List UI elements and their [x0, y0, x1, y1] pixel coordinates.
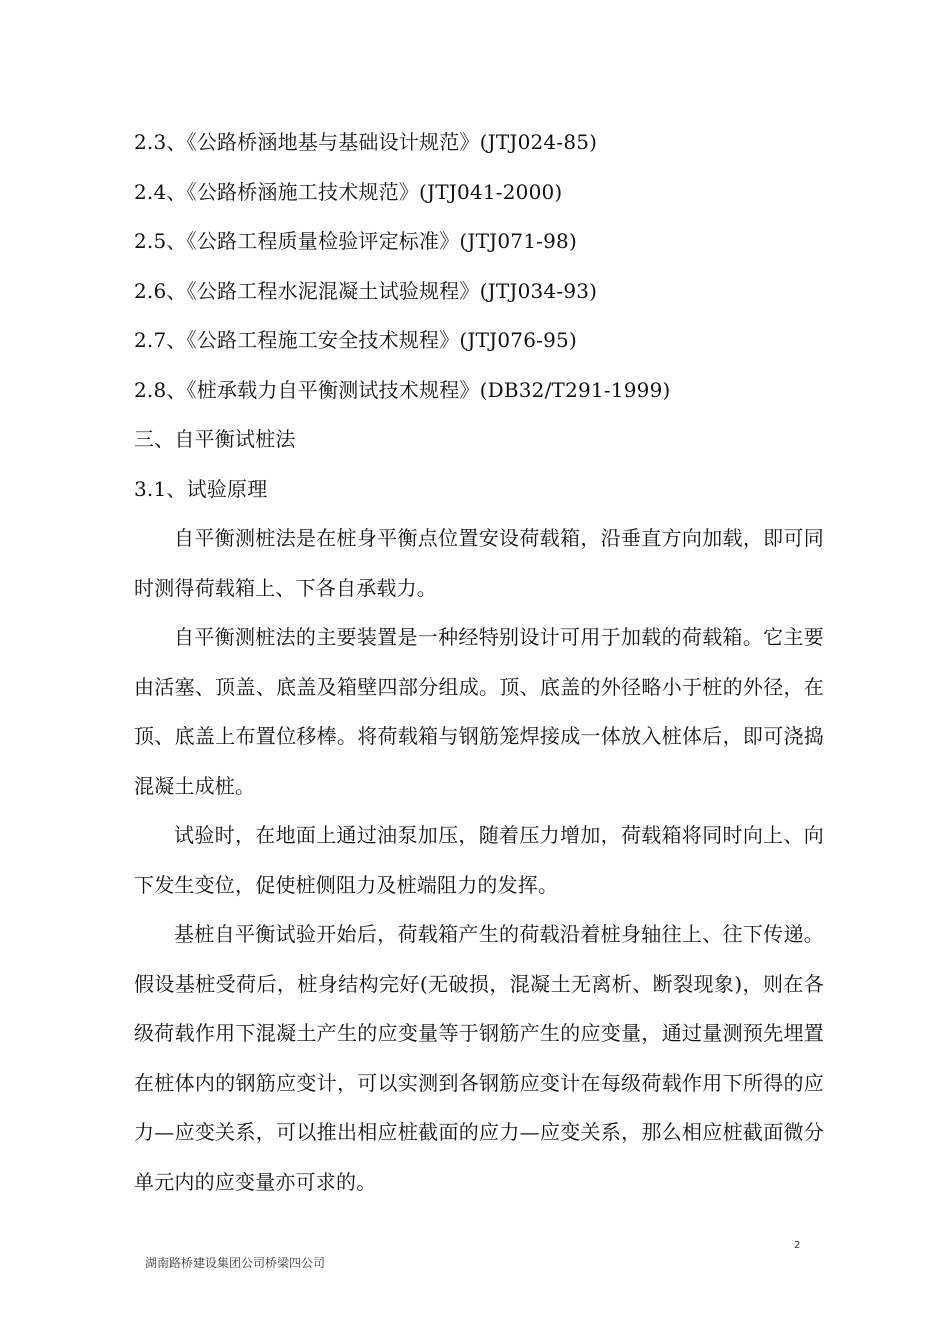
- body-paragraph: 试验时，在地面上通过油泵加压，随着压力增加，荷载箱将同时向上、向下发生变位，促使桩侧阻力及桩端阻力的发挥。: [134, 823, 824, 897]
- reference-item: 2.6、《公路工程水泥混凝土试验规程》(JTJ034-93): [134, 278, 598, 303]
- reference-item: 2.3、《公路桥涵地基与基础设计规范》(JTJ024-85): [134, 130, 598, 154]
- reference-item: 2.7、《公路工程施工安全技术规程》(JTJ076-95): [134, 328, 577, 352]
- body-paragraph: 自平衡测桩法的主要装置是一种经特别设计可用于加载的荷载箱。它主要由活塞、顶盖、底盖及箱壁四部分组成。顶、底盖的外径略小于桩的外径，在顶、底盖上布置位移棒。将荷载箱与钢筋笼焊接成一体放入桩体后，即可浇捣混凝土成桩。: [134, 625, 824, 798]
- body-paragraph: 基桩自平衡试验开始后，荷载箱产生的荷载沿着桩身轴往上、往下传递。假设基桩受荷后，桩身结构完好(无破损，混凝土无离析、断裂现象)，则在各级荷载作用下混凝土产生的应变量等于钢筋产生的应变量，通过量测预先埋置在桩体内的钢筋应变计，可以实测到各钢筋应变计在每级荷载作用下所得的应力—应变关系，可以推出相应桩截面的应力—应变关系，那么相应桩截面微分单元内的应变量亦可求的。: [134, 922, 824, 1194]
- body-paragraph: 自平衡测桩法是在桩身平衡点位置安设荷载箱，沿垂直方向加载，即可同时测得荷载箱上、下各自承载力。: [134, 526, 824, 600]
- reference-item: 2.5、《公路工程质量检验评定标准》(JTJ071-98): [134, 229, 577, 253]
- reference-item: 2.8、《桩承载力自平衡测试技术规程》(DB32/T291-1999): [134, 377, 671, 402]
- footer-company: 湖南路桥建设集团公司桥梁四公司: [145, 1256, 326, 1270]
- reference-item: 2.4、《公路桥涵施工技术规范》(JTJ041-2000): [134, 179, 563, 204]
- section-heading: 三、自平衡试桩法: [134, 427, 296, 451]
- subsection-heading: 3.1、试验原理: [134, 476, 268, 501]
- page-content: [134, 118, 824, 1207]
- page-number: 2: [794, 1240, 801, 1251]
